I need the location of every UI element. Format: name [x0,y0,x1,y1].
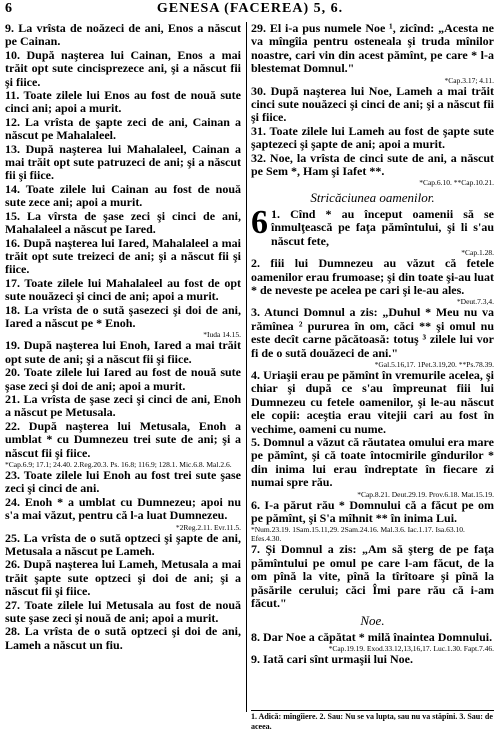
verse-text: 25. La vrîsta de o sută optzeci şi şapte de ani, Metusala a născut pe Lameh. [5,530,241,559]
verse-text: 30. După naşterea lui Noe, Lameh a mai trăit cinci sute nouăzeci şi cinci de ani; şi a născut fii şi fiice. [251,83,494,125]
verse-text: 32. Noe, la vrîsta de cinci sute de ani, a născut pe Sem *, Ham şi Iafet **. [251,150,494,179]
verse [251,436,494,499]
footnote-divider [251,710,494,711]
chapter-number: 6 [251,203,268,241]
verse-text: 1. Cînd * au început oamenii să se înmulţească pe faţa pămîntului, şi li s'au născut fete, [271,206,494,248]
verse-text: 23. Toate zilele lui Enoh au fost trei sute şase zeci şi cinci de ani. [5,468,241,496]
verse [5,304,241,340]
verse [251,631,494,653]
verse [251,152,494,188]
verse-text: 7. Şi Domnul a zis: „Am să şterg de pe faţa pămîntului pe omul pe care l-am făcut, de la om pînă la vite, pînă la tîrîtoare şi pînă la păsările cerului; căci Îmi pare rău că i-am făcut." [251,542,494,611]
verse [251,125,494,152]
verse [5,277,241,304]
verse-text: 15. La vîrsta de şase zeci şi cinci de ani, Mahalaleel a născut pe Iared. [5,208,241,237]
verse [5,558,241,598]
verse-text: 11. Toate zilele lui Enos au fost de nouă sute cinci ani; apoi a murit. [5,88,241,116]
cross-reference: *Gal.5.16,17. 1Pet.3.19,20. **Ps.78.39. [374,359,494,369]
verse-text: 18. La vrîsta de o sută şasezeci şi doi de ani, Iared a născut pe * Enoh. [5,302,241,330]
verse [5,339,241,366]
verse-text: 28. La vrîsta de o sută optzeci şi doi de ani, Lameh a născut un fiu. [5,624,241,652]
verse [5,532,241,559]
verse [251,543,494,610]
verse-text: 9. La vrîsta de noăzeci de ani, Enos a născut pe Cainan. [5,21,241,49]
cross-reference: *Cap.6.10. **Cap.10.21. [419,178,494,188]
verse-text: 12. La vrîsta de şapte zeci de ani, Cainan a născut pe Mahalaleel. [5,114,241,143]
cross-reference: *Cap.19.19. Exod.33.12,13,16,17. Luc.1.30. Fapt.7.46. [328,644,494,654]
right-column [251,22,494,667]
verse-text: 20. Toate zilele lui Iared au fost de nouă sute şase zeci şi doi de ani; apoi a murit. [5,365,241,393]
subsection-title: Noe. [360,613,385,629]
verse-text: 26. După naşterea lui Lameh, Metusala a mai trăit şapte sute optzeci şi doi de ani; şi a născut fii şi fiice. [5,557,241,599]
verse-text: 31. Toate zilele lui Lameh au fost de şapte sute şaptezeci şi şapte de ani; apoi a murit. [251,123,494,152]
verse [5,143,241,183]
verse [5,89,241,116]
verse-text: 22. După naşterea lui Metusala, Enoh a umblat * cu Dumnezeu trei sute de ani; şi a născut fii şi fiice. [5,418,241,460]
left-column [5,22,241,652]
verse [5,599,241,626]
verse [251,85,494,125]
cross-reference: *Cap.8.21. Deut.29.19. Prov.6.18. Mat.15.19. [357,489,494,499]
cross-reference: *Iuda 14.15. [203,330,241,340]
verse [251,203,494,258]
verse-text: 2. fiii lui Dumnezeu au văzut că fetele oamenilor erau frumoase; şi din toate şi-au luat * de neveste pe acelea pe cari şi le-au ales. [251,256,494,297]
verse [251,369,494,436]
verse-text: 24. Enoh * a umblat cu Dumnezeu; apoi nu s'a mai văzut, pentru că l-a luat Dumnezeu. [5,494,241,523]
verse-text: 19. După naşterea lui Enoh, Iared a mai trăit opt sute de ani; şi a născut fii şi fiice. [5,338,241,366]
footnotes: 1. Adică: mîngîiere. 2. Sau: Nu se va lupta, sau nu va stăpîni. 3. Sau: de aceea. [251,712,493,731]
verse-text: 27. Toate zilele lui Metusala au fost de nouă sute şase zeci şi nouă de ani; apoi a murit. [5,597,241,626]
chapter-block [251,203,494,611]
verse-text: 6. I-a părut rău * Domnului că a făcut pe om pe pămînt, şi S'a mîhnit ** în inima Lui. [251,497,494,525]
verse-text: 10. După naşterea lui Cainan, Enos a mai trăit opt sute cincisprezece ani, şi a născut fii şi fiice. [5,47,241,89]
verse [251,499,494,544]
verse-text: 8. Dar Noe a căpătat * milă înaintea Domnului. [251,629,493,644]
verse [251,306,494,369]
verse-text: 21. La vrîsta de şase zeci şi cinci de ani, Enoh a născut pe Metusala. [5,391,241,420]
verse [5,496,241,532]
verse [5,183,241,210]
cross-reference: *Cap.1.28. [461,248,494,258]
verse [5,366,241,393]
column-divider [246,22,247,712]
verse [5,625,241,652]
verse-text: 5. Domnul a văzut că răutatea omului era mare pe pămînt, şi că toate întocmirile gîndurilor * din inima lui erau îndreptate în fiecare zi numai spre rău. [251,434,494,490]
verse-text: 3. Atunci Domnul a zis: „Duhul * Meu nu va rămînea ² pururea în om, căci ** şi omul nu este decît carne păcătoasă: totuş ³ zilele lui vor fi de o sută douăzeci de ani." [251,305,494,360]
verse-text: 17. Toate zilele lui Mahalaleel au fost de opt sute nouăzeci şi cinci de ani; apoi a murit. [5,275,241,304]
page-header [0,0,500,20]
cross-reference: *Cap.3.17; 4.11. [444,75,494,85]
verse [251,653,494,666]
verse-text: 16. După naşterea lui Iared, Mahalaleel a mai trăit opt sute treizeci de ani; şi a născut fii şi fiice. [5,235,241,277]
verse [5,420,241,469]
verse [5,210,241,237]
verse [5,237,241,277]
verse [5,116,241,143]
cross-reference: *Cap.6.9; 17.1; 24.40. 2.Reg.20.3. Ps. 16.8; 116.9; 128.1. Mic.6.8. Mal.2.6. [5,460,232,469]
page-title: GENESA (FACEREA) 5, 6. [156,1,344,16]
verse [5,22,241,49]
page-number: 6 [5,1,12,16]
verse-text: 9. Iată cari sînt urmaşii lui Noe. [251,652,413,667]
verse [251,257,494,306]
cross-reference: *2Reg.2.11. Evr.11.5. [175,522,241,532]
verse [5,49,241,89]
verse-text: 4. Uriaşii erau pe pămînt în vremurile acelea, şi chiar şi după ce s'au împreunat fiii lui Dumnezeu cu fetele oamenilor, şi le-au născut ele copii: aceştia erau vitejii cari au fost în vechime, oameni cu nume. [251,367,494,436]
cross-reference: *Deut.7.3,4. [456,297,494,307]
cross-reference: *Num.23.19. 1Sam.15.11,29. 2Sam.24.16. Mal.3.6. Iac.1.17. Isa.63.10. Efes.4.30. [251,525,465,544]
verse-text: 13. După naşterea lui Mahalaleel, Cainan a mai trăit opt sute patruzeci de ani; şi a născut fii şi fiice. [5,141,241,183]
verse-text: 14. Toate zilele lui Cainan au fost de nouă sute zece ani; apoi a murit. [5,181,241,210]
verse [5,469,241,496]
verse [5,393,241,420]
verse [251,22,494,85]
verse-text: 29. El i-a pus numele Noe ¹, zicînd: „Acesta ne va mîngîia pentru osteneala şi truda mînilor noastre, cari vin din acest pămînt, pe care * l-a blestemat Domnul." [251,21,494,76]
section-title: Stricăciunea oamenilor. [310,190,435,206]
